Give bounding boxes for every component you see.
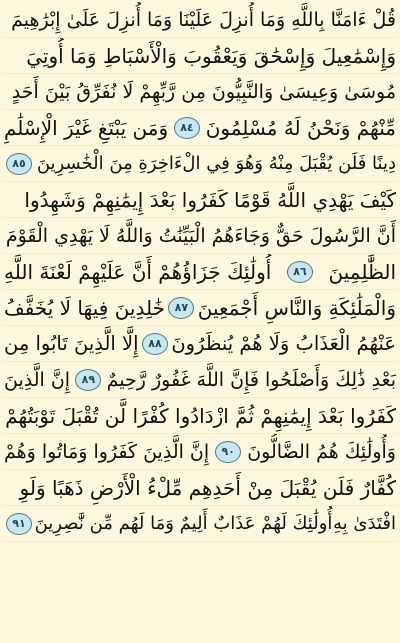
verse-line [4, 326, 396, 362]
verse-text: افْتَدَىٰ بِهِ [333, 513, 396, 534]
ayah-number-marker: ٩٠ [215, 441, 241, 463]
verse-text: قُلْ ءَامَنَّا بِاللَّهِ وَمَا أُنزِلَ عَلَيْنَا وَمَا أُنزِلَ عَلَىٰ إِبْرَٰهِيمَ [11, 8, 396, 31]
verse-text: مِّنْهُمْ وَنَحْنُ لَهُ مُسْلِمُونَ [205, 115, 396, 140]
verse-text: بَعْدِ ذَٰلِكَ وَأَصْلَحُوا فَإِنَّ اللَّهَ غَفُورٌ رَّحِيمٌ [106, 368, 396, 391]
verse-line [4, 398, 396, 434]
verse-text: وَمَن يَبْتَغِ غَيْرَ الْإِسْلَٰمِ [4, 115, 169, 140]
verse-line [4, 434, 396, 470]
verse-text: كَفَرُوا بَعْدَ إِيمَٰنِهِمْ ثُمَّ ازْدَادُوا كُفْرًا لَّن تُقْبَلَ تَوْبَتُهُمْ [5, 403, 396, 428]
ayah-number-marker: ٨٩ [75, 369, 101, 391]
verse-line [4, 146, 396, 182]
verse-text: خَٰلِدِينَ فِيهَا لَا يُخَفَّفُ [4, 295, 165, 320]
verse-text: وَالْمَلَٰئِكَةِ وَالنَّاسِ أَجْمَعِينَ [197, 295, 396, 320]
verse-line [4, 74, 396, 110]
verse-text: كُفَّارٌ فَلَن يُقْبَلَ مِنْ أَحَدِهِم مِّلْءُ الْأَرْضِ ذَهَبًا وَلَوِ [19, 475, 396, 500]
verse-text: إِلَّا الَّذِينَ تَابُوا مِن [4, 332, 139, 355]
verse-text: وَأُولَٰئِكَ هُمُ الضَّالُّونَ [247, 440, 396, 463]
verse-line [4, 110, 396, 146]
verse-text: الظَّٰلِمِينَ [328, 259, 396, 284]
verse-text: أُولَٰئِكَ جَزَاؤُهُمْ أَنَّ عَلَيْهِمْ لَعْنَةَ اللَّهِ [4, 259, 272, 284]
ayah-number-marker: ٨٥ [6, 153, 32, 175]
verse-line [4, 362, 396, 398]
verse-text: دِينًا فَلَن يُقْبَلَ مِنْهُ وَهُوَ فِي الْءَاخِرَةِ مِنَ الْخَٰسِرِينَ [36, 153, 396, 174]
verse-line [4, 38, 396, 74]
verse-line [4, 290, 396, 326]
verse-text: مُوسَىٰ وَعِيسَىٰ وَالنَّبِيُّونَ مِن رَّبِّهِمْ لَا نُفَرِّقُ بَيْنَ أَحَدٍ [11, 80, 396, 103]
verse-line [4, 2, 396, 38]
verse-text: إِنَّ الَّذِينَ [4, 368, 71, 391]
verse-text: عَنْهُمُ الْعَذَابُ وَلَا هُمْ يُنظَرُونَ [171, 332, 396, 355]
ayah-number-marker: ٩١ [6, 513, 32, 535]
verse-line [4, 470, 396, 506]
verse-text: أَنَّ الرَّسُولَ حَقٌّ وَجَاءَهُمُ الْبَيِّنَٰتُ وَاللَّهُ لَا يَهْدِي الْقَوْمَ [5, 224, 396, 247]
verse-line [4, 218, 396, 254]
ayah-number-marker: ٨٦ [287, 261, 313, 283]
ayah-number-marker: ٨٤ [174, 117, 200, 139]
verse-text: كَيْفَ يَهْدِي اللَّهُ قَوْمًا كَفَرُوا بَعْدَ إِيمَٰنِهِمْ وَشَهِدُوا [24, 187, 396, 212]
verse-text: إِنَّ الَّذِينَ كَفَرُوا وَمَاتُوا وَهُمْ [4, 440, 210, 463]
verse-line [4, 254, 396, 290]
verse-text: أُولَٰئِكَ لَهُمْ عَذَابٌ أَلِيمٌ وَمَا لَهُم مِّن نَّٰصِرِينَ [34, 513, 333, 534]
ayah-number-marker: ٨٨ [142, 333, 168, 355]
verse-line [4, 506, 396, 542]
verse-line [4, 182, 396, 218]
ayah-number-marker: ٨٧ [168, 297, 194, 319]
verse-text: وَإِسْمَٰعِيلَ وَإِسْحَٰقَ وَيَعْقُوبَ وَالْأَسْبَاطِ وَمَا أُوتِيَ [26, 43, 396, 68]
